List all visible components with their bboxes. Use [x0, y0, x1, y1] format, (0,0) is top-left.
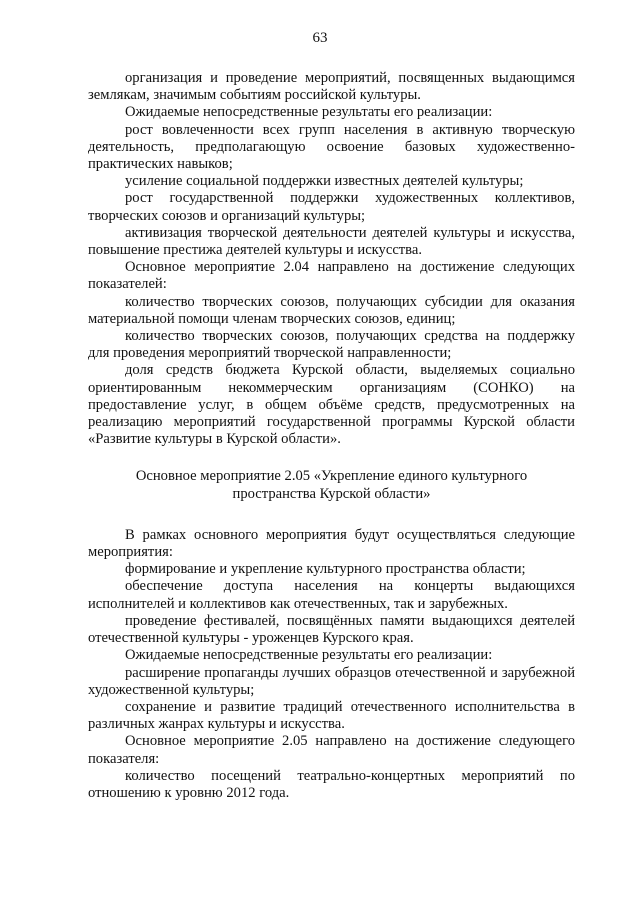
- paragraph: организация и проведение мероприятий, посвященных выдающимся землякам, значимым событиям российской культуры.: [88, 70, 575, 104]
- list-item: расширение пропаганды лучших образцов отечественной и зарубежной художественной культуры;: [88, 664, 575, 698]
- paragraph: В рамках основного мероприятия будут осуществляться следующие мероприятия:: [88, 526, 575, 561]
- page-number: 63: [312, 30, 328, 46]
- list-item: количество посещений театрально-концертных мероприятий по отношению к уровню 2012 года.: [88, 767, 575, 801]
- list-item: рост вовлеченности всех групп населения в активную творческую деятельность, предполагающую освоение базовых художественно-практических навыков;: [88, 121, 575, 173]
- list-item: рост государственной поддержки художественных коллективов, творческих союзов и организаций культуры;: [88, 190, 575, 224]
- list-item: количество творческих союзов, получающих субсидии для оказания материальной помощи членам творческих союзов, единиц;: [88, 293, 575, 327]
- paragraph: Основное мероприятие 2.05 направлено на достижение следующего показателя:: [88, 733, 575, 767]
- paragraph: Ожидаемые непосредственные результаты его реализации:: [125, 104, 493, 121]
- section-heading: Основное мероприятие 2.05 «Укрепление единого культурного пространства Курской области»: [135, 468, 528, 502]
- list-item: усиление социальной поддержки известных деятелей культуры;: [125, 173, 524, 190]
- list-item: сохранение и развитие традиций отечественного исполнительства в различных жанрах культуры и искусства.: [88, 698, 575, 733]
- list-item: доля средств бюджета Курской области, выделяемых социально ориентированным некоммерческим организациям (СОНКО) на предоставление услуг, в общем объёме средств, предусмотренных на реализацию мероприятий государственной программы Курской области «Развитие культуры в Курской области».: [88, 362, 575, 448]
- paragraph: Ожидаемые непосредственные результаты его реализации:: [125, 647, 493, 664]
- list-item: обеспечение доступа населения на концерты выдающихся исполнителей и коллективов как отечественных, так и зарубежных.: [88, 578, 575, 612]
- list-item: активизация творческой деятельности деятелей культуры и искусства, повышение престижа деятелей культуры и искусства.: [88, 224, 575, 259]
- list-item: количество творческих союзов, получающих средства на поддержку для проведения мероприятий творческой направленности;: [88, 328, 575, 362]
- page-content: [88, 70, 575, 802]
- paragraph: Основное мероприятие 2.04 направлено на достижение следующих показателей:: [88, 259, 575, 293]
- list-item: формирование и укрепление культурного пространства области;: [125, 561, 526, 578]
- list-item: проведение фестивалей, посвящённых памяти выдающихся деятелей отечественной культуры - уроженцев Курского края.: [88, 612, 575, 647]
